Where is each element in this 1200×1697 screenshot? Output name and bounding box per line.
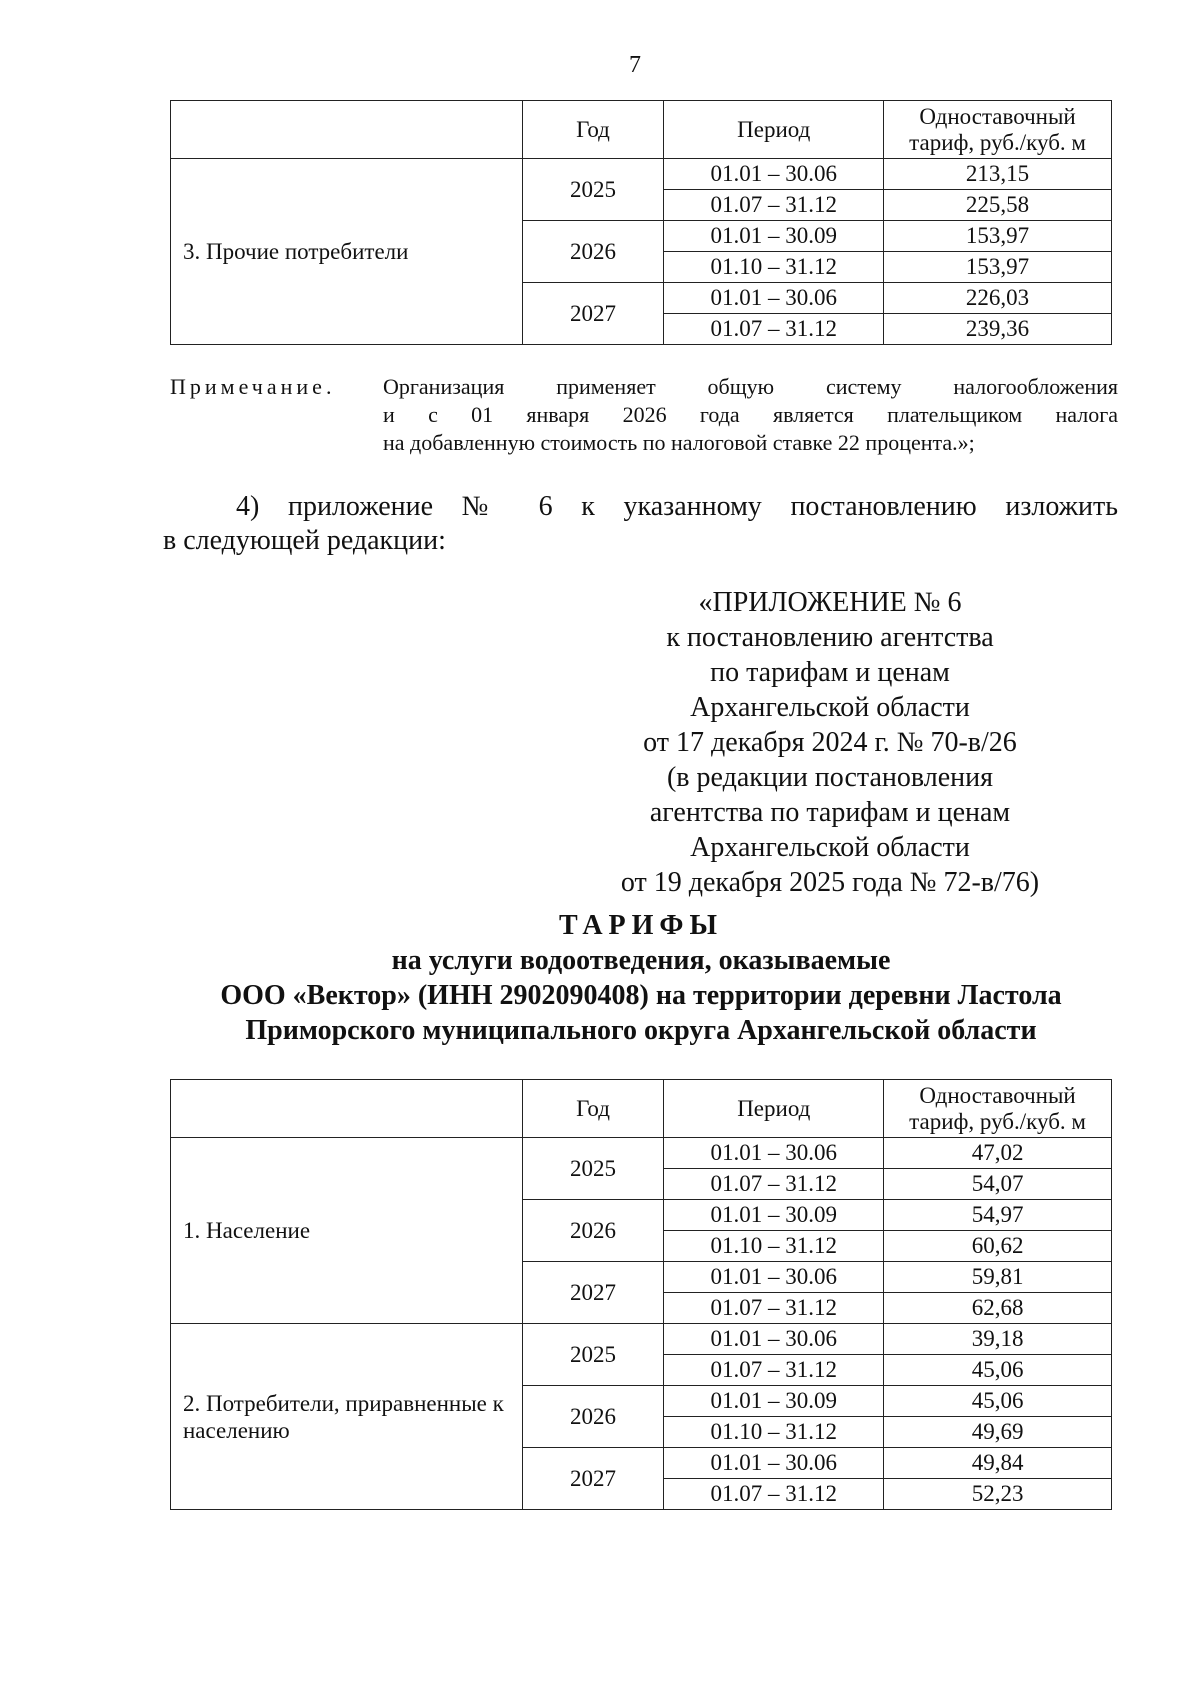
tariff-value-cell: 213,15 xyxy=(884,159,1112,190)
consumer-category: 3. Прочие потребители xyxy=(171,159,523,345)
tariff-value-cell: 49,84 xyxy=(884,1448,1112,1479)
note-label: Примечание. xyxy=(170,374,336,399)
year-cell: 2026 xyxy=(522,1386,664,1448)
document-title xyxy=(170,908,1112,1048)
header-tariff: Одноставочный тариф, руб./куб. м xyxy=(884,1080,1112,1138)
appendix-line: по тарифам и ценам xyxy=(710,657,950,688)
appendix-line: Архангельской области xyxy=(690,692,970,723)
period-cell: 01.01 – 30.09 xyxy=(664,1200,884,1231)
paragraph-line: 4) приложение № 6 к указанному постановлению изложить xyxy=(236,491,1118,522)
period-cell: 01.07 – 31.12 xyxy=(664,1355,884,1386)
tariff-value-cell: 60,62 xyxy=(884,1231,1112,1262)
period-cell: 01.01 – 30.06 xyxy=(664,283,884,314)
table-row xyxy=(171,159,1112,190)
appendix-header xyxy=(620,585,1040,900)
appendix-line: от 17 декабря 2024 г. № 70-в/26 xyxy=(643,727,1017,758)
period-cell: 01.01 – 30.06 xyxy=(664,1324,884,1355)
header-tariff: Одноставочный тариф, руб./куб. м xyxy=(884,101,1112,159)
tariff-value-cell: 45,06 xyxy=(884,1386,1112,1417)
year-cell: 2025 xyxy=(522,1324,664,1386)
consumer-category: 2. Потребители, приравненные к населению xyxy=(171,1324,523,1510)
table-row xyxy=(171,1324,1112,1355)
period-cell: 01.01 – 30.09 xyxy=(664,1386,884,1417)
header-category xyxy=(171,101,523,159)
period-cell: 01.10 – 31.12 xyxy=(664,1231,884,1262)
year-cell: 2026 xyxy=(522,1200,664,1262)
title-line: Приморского муниципального округа Архангельской области xyxy=(245,1015,1037,1046)
year-cell: 2027 xyxy=(522,283,664,345)
tariff-value-cell: 47,02 xyxy=(884,1138,1112,1169)
year-cell: 2027 xyxy=(522,1262,664,1324)
period-cell: 01.07 – 31.12 xyxy=(664,314,884,345)
tariff-value-cell: 54,07 xyxy=(884,1169,1112,1200)
year-cell: 2027 xyxy=(522,1448,664,1510)
header-year: Год xyxy=(522,1080,664,1138)
period-cell: 01.01 – 30.06 xyxy=(664,1448,884,1479)
appendix-line: от 19 декабря 2025 года № 72-в/76) xyxy=(620,867,1040,898)
header-category xyxy=(171,1080,523,1138)
title-main: ТАРИФЫ xyxy=(559,910,723,941)
note-line: и с 01 января 2026 года является плательщиком налога xyxy=(383,402,1118,427)
tariff-value-cell: 225,58 xyxy=(884,190,1112,221)
period-cell: 01.10 – 31.12 xyxy=(664,252,884,283)
period-cell: 01.07 – 31.12 xyxy=(664,190,884,221)
period-cell: 01.07 – 31.12 xyxy=(664,1169,884,1200)
year-cell: 2025 xyxy=(522,159,664,221)
note-line: на добавленную стоимость по налоговой ставке 22 процента.»; xyxy=(383,430,975,455)
tariff-value-cell: 153,97 xyxy=(884,221,1112,252)
appendix-line: Архангельской области xyxy=(690,832,970,863)
title-line: ООО «Вектор» (ИНН 2902090408) на территории деревни Ластола xyxy=(220,980,1062,1011)
note-text xyxy=(383,373,1118,457)
year-cell: 2025 xyxy=(522,1138,664,1200)
tariff-value-cell: 39,18 xyxy=(884,1324,1112,1355)
appendix-line: (в редакции постановления xyxy=(666,762,994,793)
appendix-line: агентства по тарифам и ценам xyxy=(649,797,1011,828)
tariff-value-cell: 59,81 xyxy=(884,1262,1112,1293)
table-row xyxy=(171,1138,1112,1169)
consumer-category: 1. Население xyxy=(171,1138,523,1324)
page-number: 7 xyxy=(629,52,641,78)
period-cell: 01.01 – 30.06 xyxy=(664,159,884,190)
period-cell: 01.10 – 31.12 xyxy=(664,1417,884,1448)
appendix-line: к постановлению агентства xyxy=(666,622,994,653)
tariff-value-cell: 54,97 xyxy=(884,1200,1112,1231)
tariff-table-other-consumers xyxy=(170,100,1112,345)
period-cell: 01.01 – 30.06 xyxy=(664,1262,884,1293)
paragraph-line: в следующей редакции: xyxy=(163,525,446,556)
header-year: Год xyxy=(522,101,664,159)
year-cell: 2026 xyxy=(522,221,664,283)
period-cell: 01.07 – 31.12 xyxy=(664,1479,884,1510)
period-cell: 01.01 – 30.06 xyxy=(664,1138,884,1169)
header-period: Период xyxy=(664,1080,884,1138)
tariff-table-drainage xyxy=(170,1079,1112,1510)
header-period: Период xyxy=(664,101,884,159)
tariff-value-cell: 52,23 xyxy=(884,1479,1112,1510)
tariff-value-cell: 239,36 xyxy=(884,314,1112,345)
title-line: на услуги водоотведения, оказываемые xyxy=(391,945,891,976)
amendment-paragraph xyxy=(163,490,1118,558)
tariff-value-cell: 62,68 xyxy=(884,1293,1112,1324)
note-line: Организация применяет общую системy налогообложения xyxy=(383,374,1118,399)
tariff-value-cell: 49,69 xyxy=(884,1417,1112,1448)
period-cell: 01.01 – 30.09 xyxy=(664,221,884,252)
tariff-value-cell: 226,03 xyxy=(884,283,1112,314)
appendix-line: «ПРИЛОЖЕНИЕ № 6 xyxy=(698,587,962,618)
tariff-value-cell: 153,97 xyxy=(884,252,1112,283)
period-cell: 01.07 – 31.12 xyxy=(664,1293,884,1324)
tariff-value-cell: 45,06 xyxy=(884,1355,1112,1386)
